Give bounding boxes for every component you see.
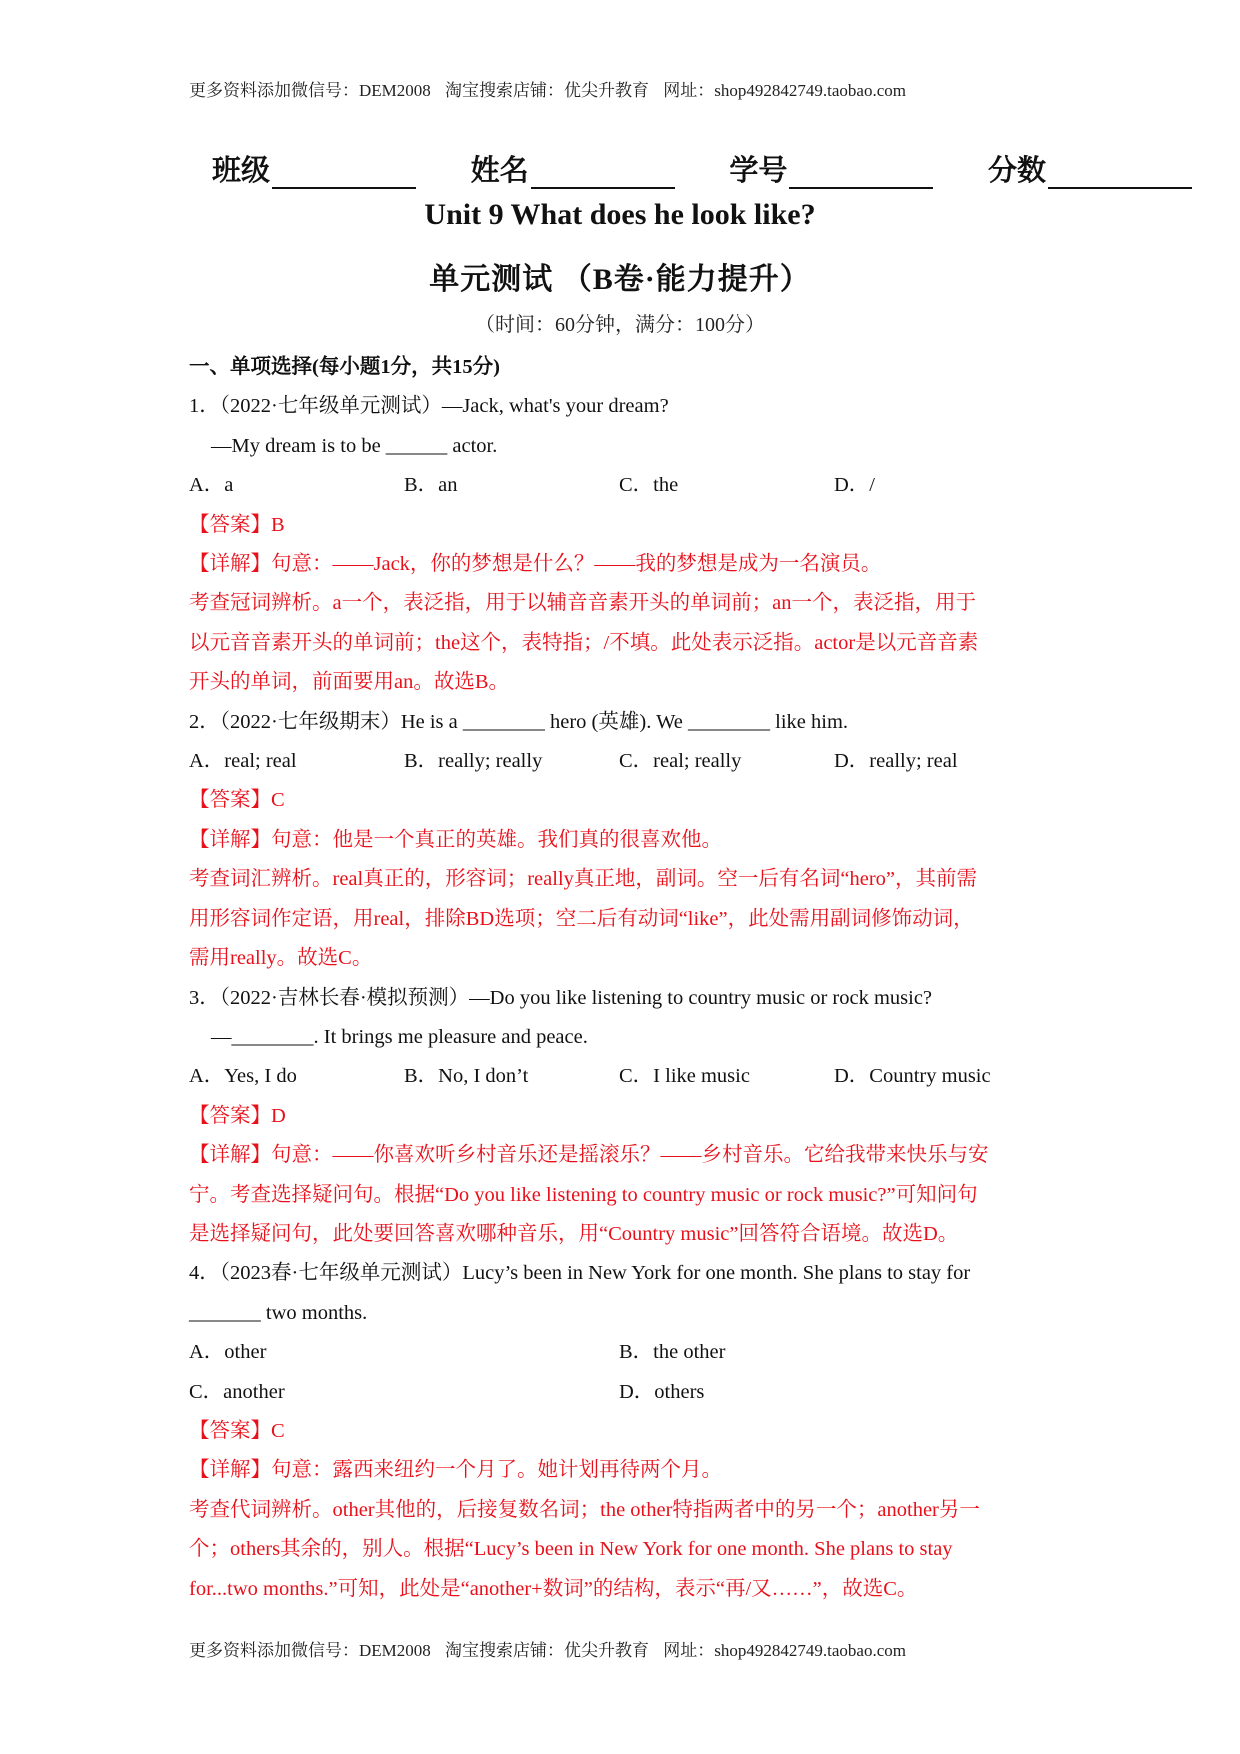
question-stem: 2．（2022·七年级期末）He is a ________ hero (英雄). We ________ like him. bbox=[189, 710, 849, 733]
detail-meaning: 【详解】句意：他是一个真正的英雄。我们真的很喜欢他。 bbox=[189, 828, 722, 851]
detail-line: for...two months.”可知，此处是“another+数词”的结构，表示“再/又……”，故选C。 bbox=[189, 1577, 918, 1600]
section-title: 一、单项选择(每小题1分，共15分) bbox=[189, 356, 500, 378]
option-a: A．a bbox=[189, 474, 234, 497]
answer: 【答案】D bbox=[189, 1104, 286, 1127]
option-c: C．real; really bbox=[619, 750, 742, 773]
detail-meaning: 【详解】句意：——你喜欢听乡村音乐还是摇滚乐？——乡村音乐。它给我带来快乐与安 bbox=[189, 1144, 989, 1167]
detail-line: 个；others其余的，别人。根据“Lucy’s been in New York for one month. She plans to stay bbox=[189, 1538, 953, 1561]
page-footer bbox=[189, 1636, 916, 1661]
option-d: D．Country music bbox=[834, 1065, 991, 1088]
detail-line: 用形容词作定语，用real，排除BD选项；空二后有动词“like”，此处需用副词修饰动词， bbox=[189, 907, 974, 930]
detail-line: 考查代词辨析。other其他的，后接复数名词；the other特指两者中的另一个；another另一 bbox=[189, 1498, 980, 1521]
option-d: D．others bbox=[619, 1380, 705, 1403]
option-d: D．/ bbox=[834, 474, 875, 497]
detail-line: 考查冠词辨析。a一个，表泛指，用于以辅音音素开头的单词前；an一个，表泛指，用于 bbox=[189, 592, 976, 615]
answer: 【答案】C bbox=[189, 789, 285, 812]
unit-title: Unit 9 What does he look like? bbox=[424, 198, 816, 231]
option-a: A．real; real bbox=[189, 750, 297, 773]
detail-line: 是选择疑问句，此处要回答喜欢哪种音乐，用“Country music”回答符合语境。故选D。 bbox=[189, 1222, 959, 1245]
detail-meaning: 【详解】句意：露西来纽约一个月了。她计划再待两个月。 bbox=[189, 1459, 722, 1482]
detail-line: 开头的单词，前面要用an。故选B。 bbox=[189, 671, 510, 694]
answer: 【答案】B bbox=[189, 513, 285, 536]
option-b: B．No, I don’t bbox=[404, 1065, 529, 1088]
detail-line: 以元音音素开头的单词前；the这个，表特指；/不填。此处表示泛指。actor是以元音音素 bbox=[189, 631, 979, 654]
footer-taobao: 淘宝搜索店铺：优尖升教育 bbox=[445, 1641, 650, 1660]
option-d: D．really; real bbox=[834, 750, 958, 773]
detail-line: 需用really。故选C。 bbox=[189, 947, 373, 970]
options-row bbox=[189, 1057, 1049, 1096]
score-field: 分数 bbox=[988, 148, 1192, 189]
options-row bbox=[189, 466, 1049, 505]
test-subtitle: 单元测试 （B卷·能力提升） bbox=[429, 263, 811, 296]
options-row bbox=[189, 1373, 1049, 1412]
option-b: B．an bbox=[404, 474, 458, 497]
question-stem: 4．（2023春·七年级单元测试）Lucy’s been in New York for one month. She plans to stay for bbox=[189, 1262, 971, 1285]
header-wechat: 更多资料添加微信号：DEM2008 bbox=[189, 81, 431, 100]
question-stem-cont: _______ two months. bbox=[189, 1301, 368, 1324]
student-number-field: 学号 bbox=[729, 148, 933, 189]
option-a: A．Yes, I do bbox=[189, 1065, 297, 1088]
question-stem-reply: —My dream is to be ______ actor. bbox=[211, 434, 498, 457]
detail-line: 宁。考查选择疑问句。根据“Do you like listening to country music or rock music?”可知问句 bbox=[189, 1183, 978, 1206]
answer: 【答案】C bbox=[189, 1419, 285, 1442]
question-stem: 3．（2022·吉林长春·模拟预测）—Do you like listening to country music or rock music? bbox=[189, 986, 933, 1009]
option-c: C．the bbox=[619, 474, 679, 497]
question-stem: 1．（2022·七年级单元测试）—Jack, what's your dream? bbox=[189, 395, 669, 418]
detail-line: 考查词汇辨析。real真正的，形容词；really真正地，副词。空一后有名词“hero”，其前需 bbox=[189, 868, 978, 891]
options-row bbox=[189, 1333, 1049, 1372]
time-info: （时间：60分钟，满分：100分） bbox=[475, 314, 765, 336]
footer-wechat: 更多资料添加微信号：DEM2008 bbox=[189, 1641, 431, 1660]
header-url: 网址：shop492842749.taobao.com bbox=[663, 81, 906, 100]
page-header bbox=[189, 76, 916, 101]
detail-meaning: 【详解】句意：——Jack，你的梦想是什么？——我的梦想是成为一名演员。 bbox=[189, 553, 882, 576]
header-taobao: 淘宝搜索店铺：优尖升教育 bbox=[445, 81, 650, 100]
options-row bbox=[189, 742, 1049, 781]
footer-url: 网址：shop492842749.taobao.com bbox=[663, 1641, 906, 1660]
option-c: C．I like music bbox=[619, 1065, 750, 1088]
question-stem-reply: —________. It brings me pleasure and peace. bbox=[211, 1025, 588, 1048]
class-field: 班级 bbox=[212, 148, 416, 189]
student-info-fields bbox=[212, 148, 1192, 189]
option-a: A．other bbox=[189, 1341, 267, 1364]
option-c: C．another bbox=[189, 1380, 285, 1403]
option-b: B．the other bbox=[619, 1341, 726, 1364]
questions-content bbox=[189, 348, 1049, 1609]
option-b: B．really; really bbox=[404, 750, 543, 773]
name-field: 姓名 bbox=[471, 148, 675, 189]
